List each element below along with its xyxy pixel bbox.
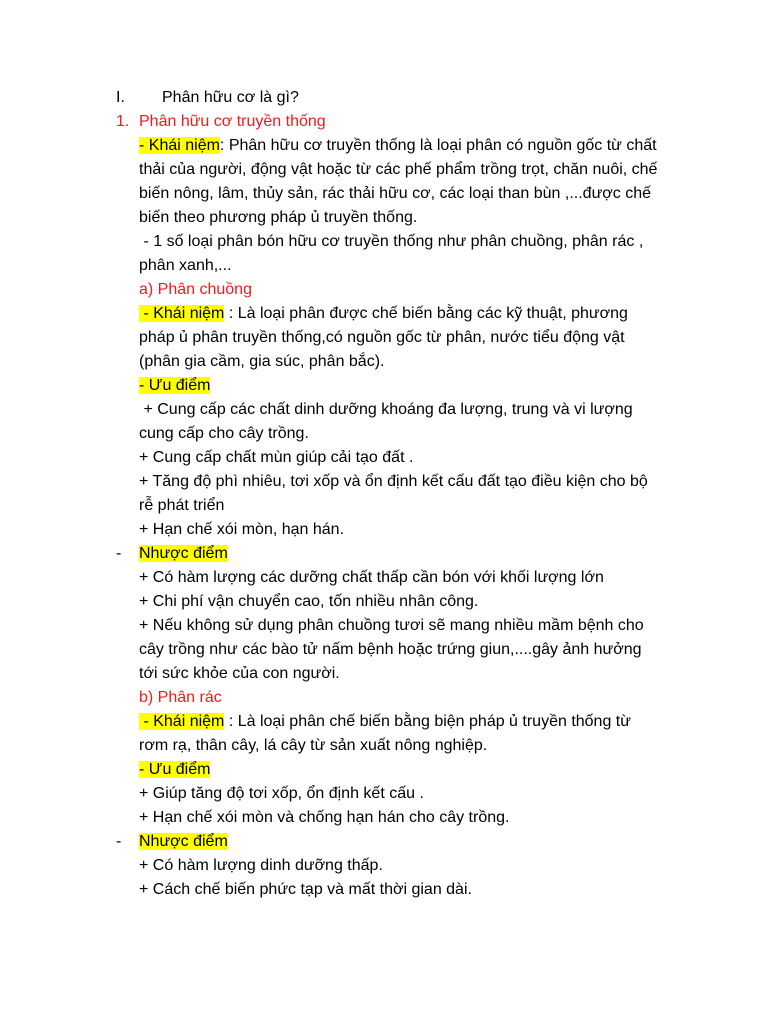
manure-cons-line: cây trồng như các bào tử nấm bệnh hoặc trứng giun,....gây ảnh hưởng (139, 641, 642, 658)
compost-title: b) Phân rác (139, 689, 222, 706)
manure-cons-line: tới sức khỏe của con người. (139, 665, 340, 682)
compost-cons-marker: - (116, 833, 122, 850)
manure-cons-line: + Có hàm lượng các dưỡng chất thấp cần bón với khối lượng lớn (139, 569, 604, 586)
manure-cons-line: + Nếu không sử dụng phân chuồng tươi sẽ mang nhiều mầm bệnh cho (139, 617, 644, 634)
compost-cons-line: + Cách chế biến phức tạp và mất thời gian dài. (139, 881, 472, 898)
compost-concept-line-1 (139, 710, 631, 734)
section1-concept-label: - Khái niệm (139, 137, 220, 154)
manure-concept-text: : Là loại phân được chế biến bằng các kỹ thuật, phương (224, 305, 628, 322)
compost-concept-text: : Là loại phân chế biến bằng biện pháp ủ truyền thống từ (224, 713, 631, 730)
compost-pros-heading (139, 758, 210, 782)
compost-pros-line: + Hạn chế xói mòn và chống hạn hán cho cây trồng. (139, 809, 510, 826)
manure-cons-marker: - (116, 545, 122, 562)
manure-cons-label: Nhược điểm (139, 545, 228, 562)
manure-pros-line: + Cung cấp chất mùn giúp cải tạo đất . (139, 449, 414, 466)
section1-concept-line-4: biến theo phương pháp ủ truyền thống. (139, 209, 418, 226)
compost-cons-heading (139, 830, 228, 854)
section1-title: Phân hữu cơ truyền thống (139, 113, 326, 130)
section1-examples-line-2: phân xanh,... (139, 257, 232, 274)
manure-cons-heading (139, 542, 228, 566)
manure-concept-line-1 (139, 302, 628, 326)
heading-title: Phân hữu cơ là gì? (162, 89, 299, 106)
section1-marker: 1. (116, 113, 130, 130)
manure-concept-label: - Khái niệm (139, 305, 225, 322)
manure-concept-line-3: (phân gia cầm, gia súc, phân bắc). (139, 353, 385, 370)
manure-pros-line: cung cấp cho cây trồng. (139, 425, 309, 442)
manure-pros-line: + Hạn chế xói mòn, hạn hán. (139, 521, 345, 538)
manure-pros-line: + Tăng độ phì nhiêu, tơi xốp và ổn định kết cấu đất tạo điều kiện cho bộ (139, 473, 648, 490)
section1-concept-line-3: biến nông, lâm, thủy sản, rác thải hữu cơ, các loại than bùn ,...được chế (139, 185, 652, 202)
section1-concept-line-2: thải của người, động vật hoặc từ các phế phẩm trồng trọt, chăn nuôi, chế (139, 161, 658, 178)
manure-concept-line-2: pháp ủ phân truyền thống,có nguồn gốc từ phân, nước tiểu động vật (139, 329, 625, 346)
compost-pros-label: - Ưu điểm (139, 761, 211, 778)
manure-cons-line: + Chi phí vận chuyển cao, tốn nhiều nhân công. (139, 593, 479, 610)
section1-examples-line-1: - 1 số loại phân bón hữu cơ truyền thống như phân chuồng, phân rác , (139, 233, 644, 250)
compost-pros-line: + Giúp tăng độ tơi xốp, ổn định kết cấu . (139, 785, 424, 802)
section1-concept-line-1 (139, 134, 657, 158)
manure-pros-label: - Ưu điểm (139, 377, 211, 394)
section1-concept-text: : Phân hữu cơ truyền thống là loại phân có nguồn gốc từ chất (219, 137, 657, 154)
manure-pros-heading (139, 374, 210, 398)
compost-concept-label: - Khái niệm (139, 713, 225, 730)
compost-cons-line: + Có hàm lượng dinh dưỡng thấp. (139, 857, 383, 874)
heading-marker: I. (116, 89, 125, 106)
manure-pros-line: + Cung cấp các chất dinh dưỡng khoáng đa lượng, trung và vi lượng (139, 401, 633, 418)
manure-pros-line: rễ phát triển (139, 497, 225, 514)
compost-cons-label: Nhược điểm (139, 833, 228, 850)
compost-concept-line-2: rơm rạ, thân cây, lá cây từ sản xuất nông nghiệp. (139, 737, 488, 754)
manure-title: a) Phân chuồng (139, 281, 252, 298)
